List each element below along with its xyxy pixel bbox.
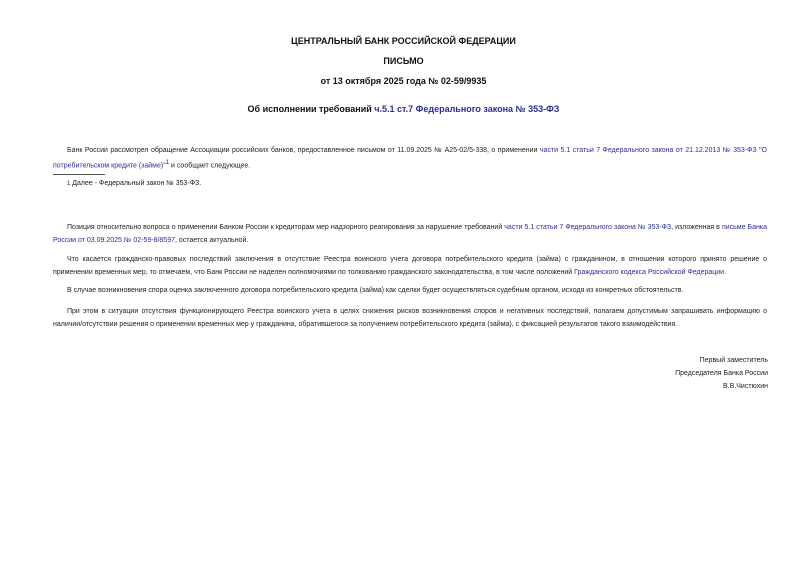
paragraph-2 [53, 221, 767, 247]
signature-block [675, 354, 768, 393]
document-type-heading: ПИСЬМО [383, 56, 424, 66]
paragraph-2-text-before: Позиция относительно вопроса о применении Банком России к кредиторам мер надзорного реагирования за нарушение требований [67, 224, 505, 231]
signature-title-line-1: Первый заместитель [699, 357, 768, 364]
civil-code-link[interactable]: Гражданского кодекса Российской Федерации [574, 269, 725, 276]
paragraph-1 [53, 144, 767, 172]
paragraph-3 [53, 253, 767, 279]
footnote-reference-1[interactable]: 1 [165, 160, 170, 166]
law-353fz-article-7-link[interactable]: части 5.1 статьи 7 Федерального закона от 21.12.2013 № 353-ФЗ "О потребительском кредите (займе)" [53, 147, 767, 170]
law-353fz-part-5-1-link[interactable]: части 5.1 статьи 7 Федерального закона № 353-ФЗ [504, 224, 672, 231]
signatory-name: В.В.Чистюхин [723, 383, 768, 390]
footnote-divider [53, 174, 105, 175]
paragraph-1-text-before: Банк России рассмотрел обращение Ассоциации российских банков, предоставленное письмом от 11.09.2025 № А25-02/5-338, о применении [67, 147, 540, 154]
paragraph-4: В случае возникновения спора оценка заключенного договора потребительского кредита (займа) как сделки будет осуществляться судебным органом, исходя из конкретных обстоятельств. [67, 287, 684, 294]
bank-letter-link[interactable]: письме Банка России от 03.09.2025 № 02-59-8/8597 [53, 224, 767, 244]
subject-law-link[interactable]: ч.5.1 ст.7 Федерального закона № 353-ФЗ [374, 104, 560, 114]
paragraph-2-text-middle: , изложенная в [671, 224, 722, 231]
paragraph-3-text-after: . [724, 269, 727, 276]
footnote-1 [53, 179, 201, 189]
document-date-number: от 13 октября 2025 года № 02-59/9935 [320, 76, 487, 86]
paragraph-2-text-after: , остается актуальной. [175, 237, 249, 244]
signature-title-line-2: Председателя Банка России [675, 370, 768, 377]
footnote-text: Далее - Федеральный закон № 353-ФЗ. [70, 180, 202, 187]
organization-heading: ЦЕНТРАЛЬНЫЙ БАНК РОССИЙСКОЙ ФЕДЕРАЦИИ [291, 36, 516, 46]
paragraph-5: При этом в ситуации отсутствия функционирующего Реестра воинского учета в целях снижения рисков возникновения споров и негативных последствий, полагаем допустимым запрашивать информацию о наличии/отсутствии решения о применении временных мер у гражданина, обратившегося за получением потребительского кредита (займа), с фиксацией результатов такого взаимодействия. [53, 308, 767, 328]
subject-prefix: Об исполнении требований [247, 104, 375, 114]
document-subject [0, 104, 807, 114]
paragraph-1-text-after: и сообщает следующее. [169, 162, 251, 170]
paragraph-3-text-before: Что касается гражданско-правовых последствий заключения в отсутствие Реестра воинского учета договора потребительского кредита (займа) с гражданином, в отношении которого принято решение о применении временных мер, то отмечаем, что Банк России не наделен полномочиями по толкованию гражданского законодательства, в том числе положений [53, 256, 767, 276]
footnote-mark: 1 [67, 181, 71, 187]
